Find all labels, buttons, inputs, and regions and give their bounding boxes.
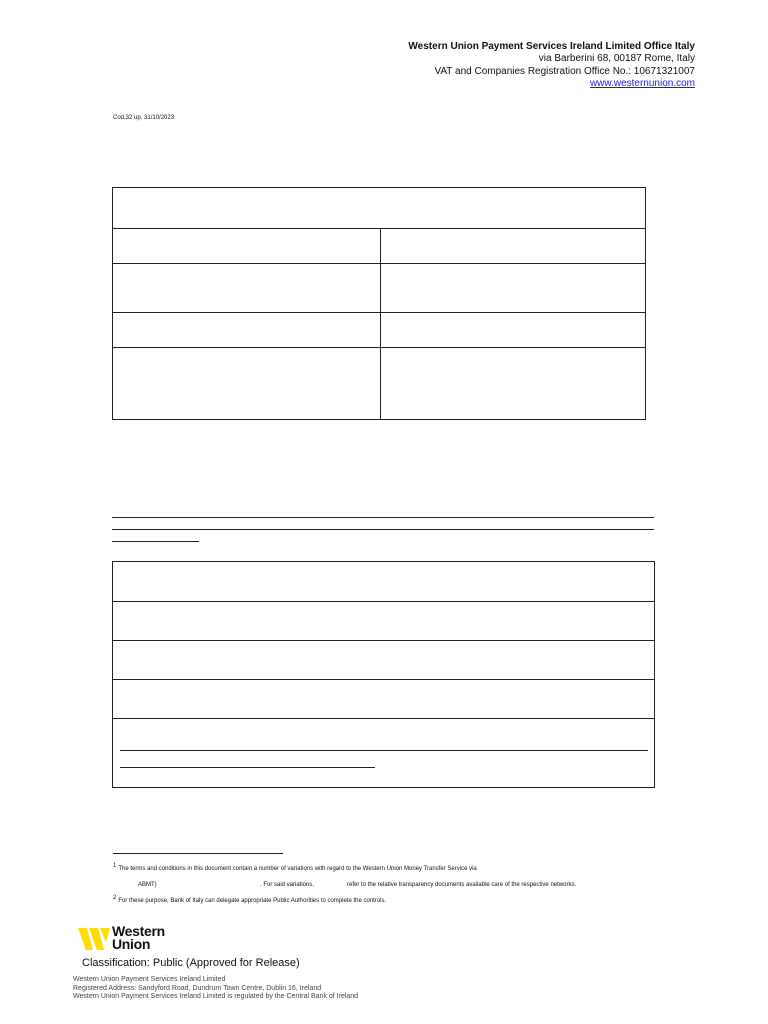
document-code: Cod.32 up. 31/10/2023	[113, 115, 175, 121]
table-row-divider	[113, 718, 654, 719]
text-underline	[112, 517, 654, 518]
text-underline	[120, 767, 375, 768]
website-link[interactable]: www.westernunion.com	[589, 78, 695, 89]
table-row-divider	[113, 312, 645, 313]
logo-line-1: Western	[112, 923, 165, 939]
footnote-marker: 1	[113, 863, 117, 869]
classification-label: Classification: Public (Approved for Release)	[82, 957, 300, 969]
footer-line-1: Western Union Payment Services Ireland Limited	[73, 976, 226, 983]
table-row-divider	[113, 263, 645, 264]
footnote-2	[113, 894, 673, 905]
logo-wordmark	[112, 925, 165, 951]
footnote-1-cont-a: ABMT)	[138, 882, 157, 888]
text-underline	[112, 541, 199, 542]
logo-line-2: Union	[112, 936, 151, 952]
footer-line-2: Registered Address: Sandyford Road, Dundrum Town Centre, Dublin 16, Ireland	[73, 984, 322, 992]
footnote-1-cont-b: . For said variations,	[260, 882, 315, 888]
company-address: via Barberini 68, 00187 Rome, Italy	[538, 53, 695, 64]
footer-line-3: Western Union Payment Services Ireland Limited is regulated by the Central Bank of Ireland	[73, 993, 359, 1000]
table-row-divider	[113, 679, 654, 680]
table-row-divider	[113, 228, 645, 229]
footnote-text: The terms and conditions in this document contain a number of variations with regard to the Western Union Money Transfer Service via	[118, 866, 477, 872]
footnote-1	[113, 862, 673, 873]
footnote-separator	[113, 853, 283, 854]
footnote-marker: 2	[113, 895, 117, 901]
info-table	[112, 187, 646, 420]
letterhead	[275, 40, 695, 91]
footnote-1-cont-c: refer to the relative transparency documents available care of the respective networks.	[347, 882, 577, 888]
western-union-logo-icon	[78, 926, 112, 952]
table-row-divider	[113, 640, 654, 641]
text-underline	[112, 529, 654, 530]
company-name: Western Union Payment Services Ireland Limited Office Italy	[408, 41, 695, 52]
footnote-text: For these purpose, Bank of Italy can delegate appropriate Public Authorities to complete the controls.	[118, 898, 387, 904]
text-underline	[120, 750, 648, 751]
table-row-divider	[113, 601, 654, 602]
vat-number: VAT and Companies Registration Office No.: 10671321007	[434, 65, 695, 77]
details-table	[112, 561, 655, 788]
table-row-divider	[113, 347, 645, 348]
table-column-divider	[380, 228, 381, 419]
page-footer	[73, 976, 358, 1002]
